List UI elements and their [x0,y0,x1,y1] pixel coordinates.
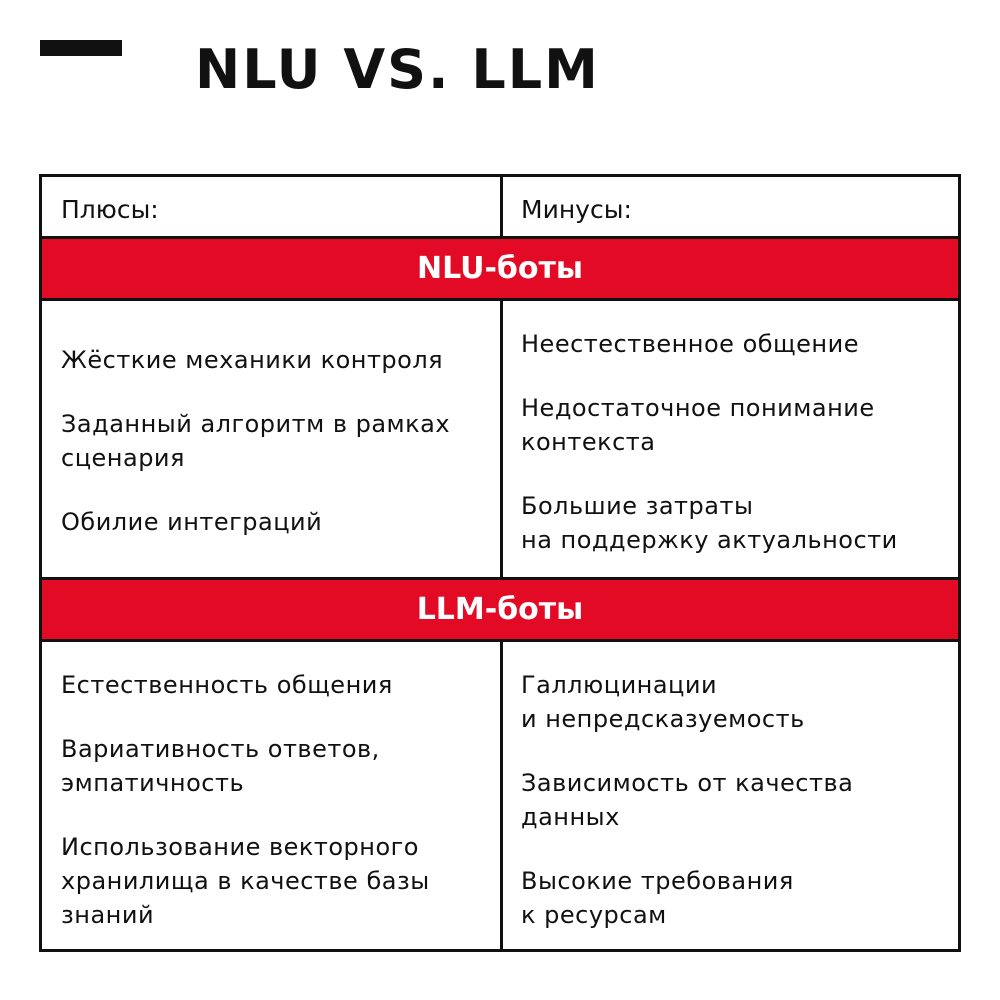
llm-pros-list [61,668,481,932]
list-item: Вариативность ответов, эмпатичность [61,735,380,797]
decorative-bar [40,40,122,56]
comparison-table [39,174,961,952]
list-item: Естественность общения [61,671,393,699]
list-item: Неестественное общение [521,330,859,358]
list-item: Обилие интеграций [61,508,323,536]
nlu-pros-list [61,343,481,539]
section-label-nlu: NLU-боты [416,250,584,286]
section-label-llm: LLM-боты [416,591,584,627]
llm-cons-list [521,668,941,932]
column-divider [500,301,503,578]
list-item: Заданный алгоритм в рамках сценария [61,410,451,472]
column-divider [500,177,503,239]
list-item: Жёсткие механики контроля [61,346,444,374]
list-item: Большие затраты на поддержку актуальности [521,492,898,554]
nlu-cons-list [521,327,941,557]
section-band-nlu [42,239,958,301]
list-item: Зависимость от качества данных [521,769,854,831]
list-item: Галлюцинации и непредсказуемость [521,671,805,733]
list-item: Высокие требования к ресурсам [521,867,794,929]
column-divider [500,642,503,952]
list-item: Недостаточное понимание контекста [521,394,875,456]
page-title: NLU VS. LLM [195,38,600,101]
pros-column-header: Плюсы: [61,195,159,224]
list-item: Использование векторного хранилища в качестве базы знаний [61,833,430,929]
section-band-llm [42,580,958,642]
cons-column-header: Минусы: [521,195,632,224]
